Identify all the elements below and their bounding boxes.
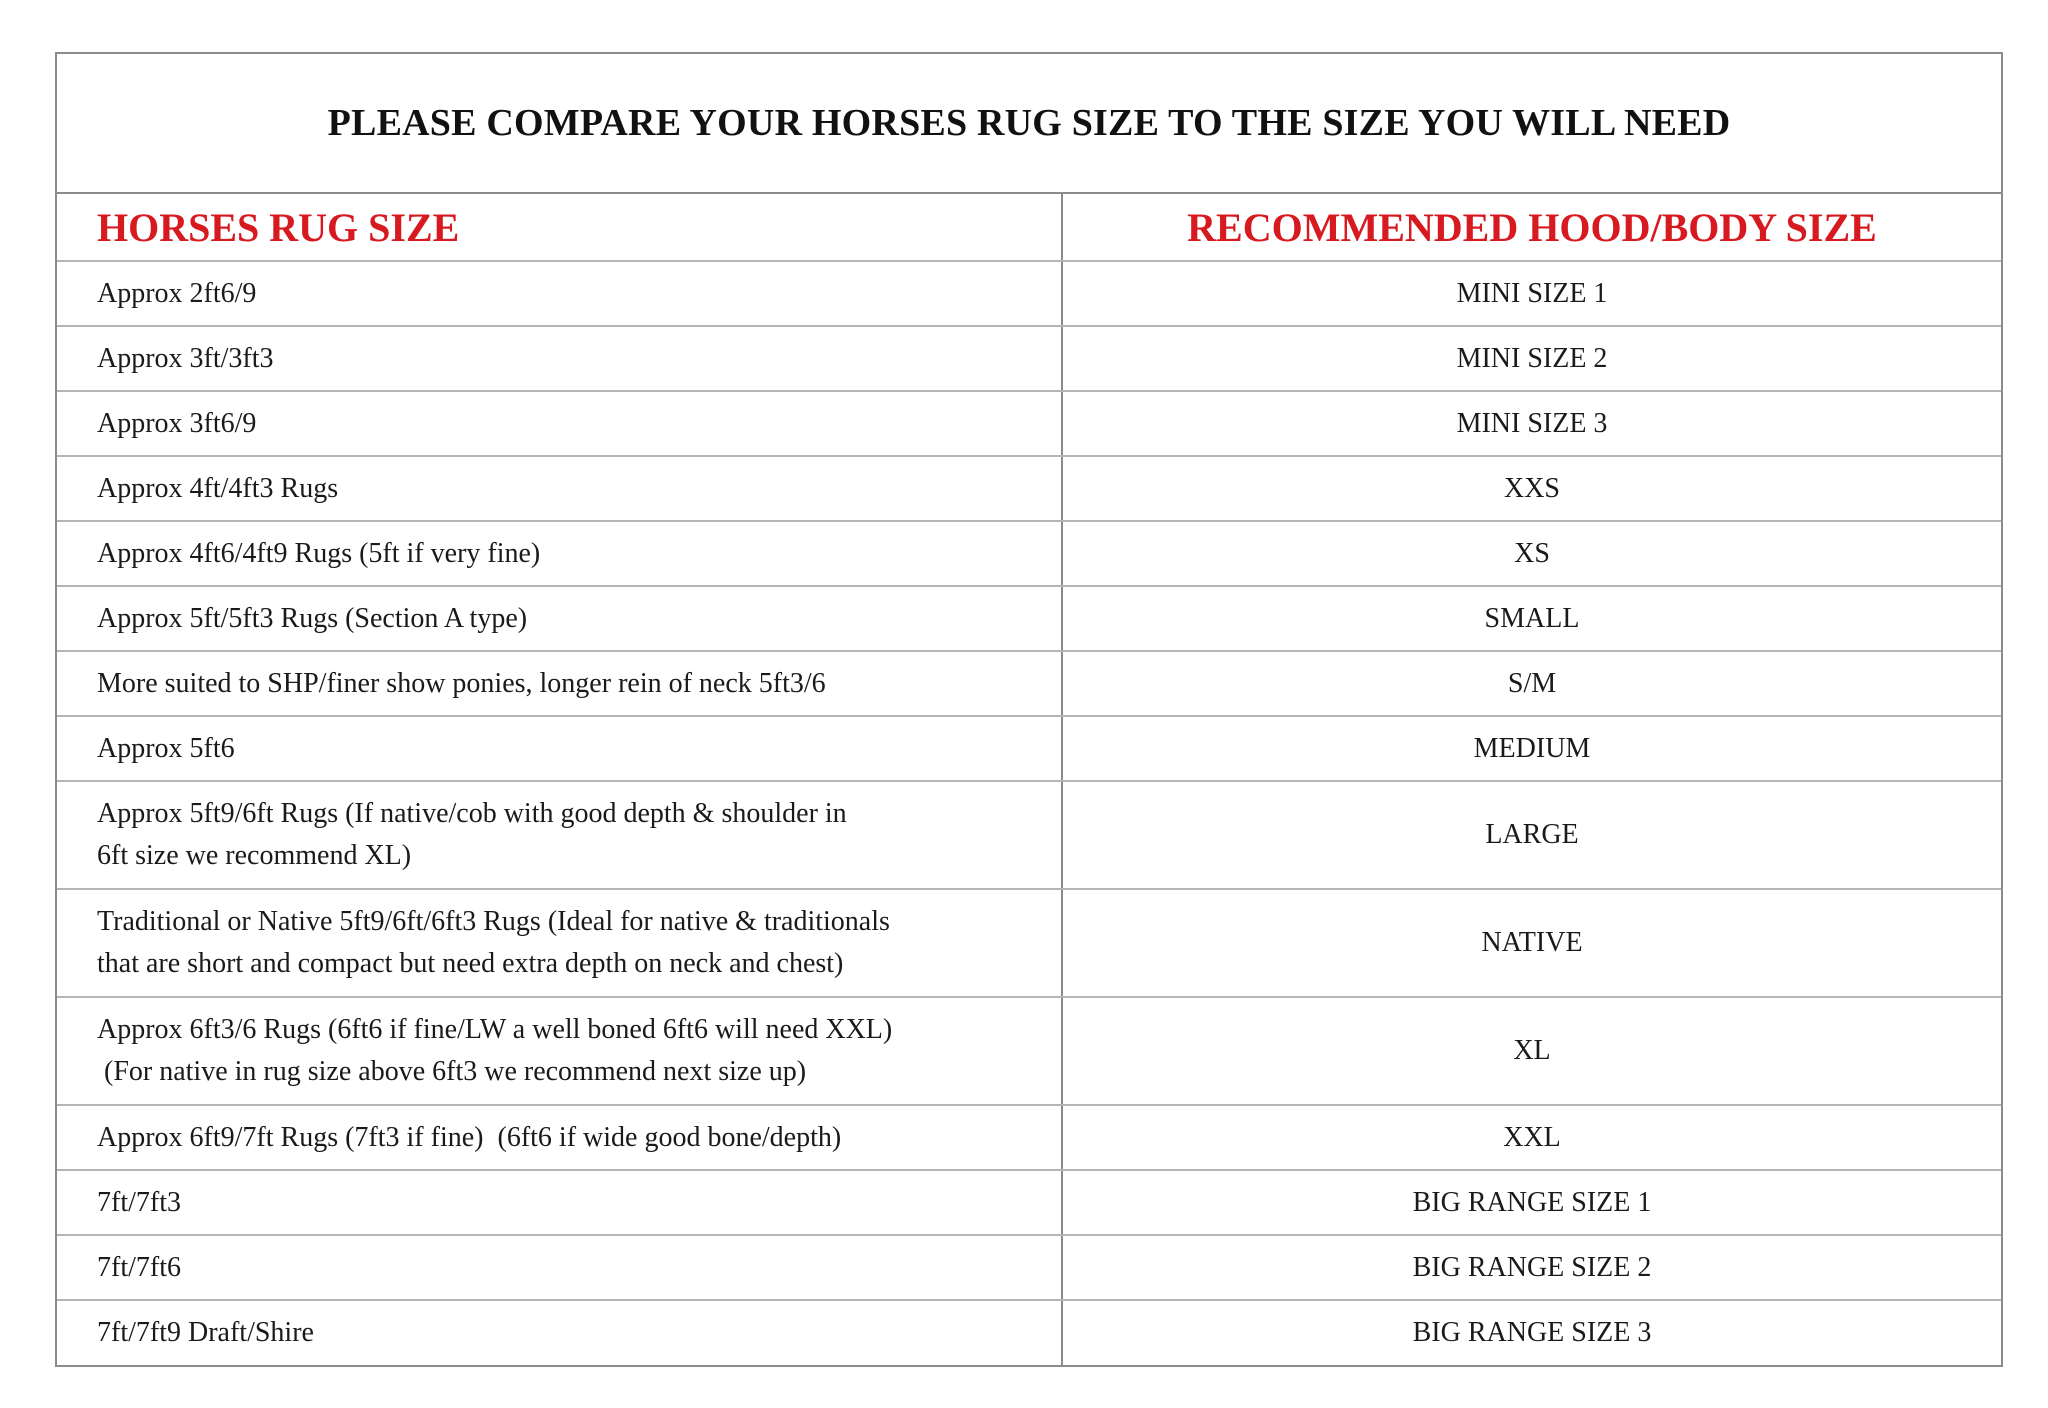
rug-size-line: 6ft size we recommend XL) — [97, 840, 412, 871]
size-table — [57, 194, 2001, 1365]
table-row — [57, 1170, 2001, 1235]
recommended-size-cell: MEDIUM — [1062, 716, 2001, 781]
chart-title: PLEASE COMPARE YOUR HORSES RUG SIZE TO THE SIZE YOU WILL NEED — [327, 102, 1731, 144]
rug-size-line: More suited to SHP/finer show ponies, longer rein of neck 5ft3/6 — [97, 667, 826, 699]
rug-size-cell — [57, 1170, 1062, 1235]
rug-size-cell — [57, 889, 1062, 997]
recommended-size-cell: MINI SIZE 3 — [1062, 391, 2001, 456]
recommended-size-cell: BIG RANGE SIZE 1 — [1062, 1170, 2001, 1235]
rug-size-cell — [57, 1235, 1062, 1300]
size-rows — [57, 261, 2001, 1365]
rug-size-cell — [57, 716, 1062, 781]
rug-size-line: Approx 6ft9/7ft Rugs (7ft3 if fine) (6ft6 if wide good bone/depth) — [97, 1121, 842, 1153]
table-row — [57, 651, 2001, 716]
table-row — [57, 326, 2001, 391]
title-row — [57, 54, 2001, 194]
rug-size-line: Approx 3ft6/9 — [97, 407, 257, 439]
header-rug-size: HORSES RUG SIZE — [57, 194, 1062, 261]
table-row — [57, 521, 2001, 586]
rug-size-line: Approx 5ft9/6ft Rugs (If native/cob with good depth & shoulder in — [97, 798, 847, 829]
rug-size-line: Approx 4ft6/4ft9 Rugs (5ft if very fine) — [97, 537, 541, 569]
table-row — [57, 1105, 2001, 1170]
recommended-size-cell: XXL — [1062, 1105, 2001, 1170]
rug-size-line: Approx 4ft/4ft3 Rugs — [97, 472, 339, 504]
table-row — [57, 261, 2001, 326]
rug-size-line: Approx 5ft/5ft3 Rugs (Section A type) — [97, 602, 528, 634]
rug-size-line: that are short and compact but need extra depth on neck and chest) — [97, 948, 844, 979]
rug-size-cell — [57, 521, 1062, 586]
rug-size-cell — [57, 261, 1062, 326]
rug-size-line: Approx 3ft/3ft3 — [97, 342, 274, 374]
rug-size-cell — [57, 1300, 1062, 1365]
rug-size-cell — [57, 651, 1062, 716]
table-row — [57, 391, 2001, 456]
table-row — [57, 1300, 2001, 1365]
rug-size-line: 7ft/7ft9 Draft/Shire — [97, 1317, 314, 1348]
rug-size-line: Approx 6ft3/6 Rugs (6ft6 if fine/LW a well boned 6ft6 will need XXL) — [97, 1014, 893, 1045]
recommended-size-cell: MINI SIZE 1 — [1062, 261, 2001, 326]
recommended-size-cell: LARGE — [1062, 781, 2001, 889]
rug-size-cell — [57, 1105, 1062, 1170]
recommended-size-cell: XXS — [1062, 456, 2001, 521]
recommended-size-cell: XS — [1062, 521, 2001, 586]
rug-size-line: 7ft/7ft6 — [97, 1251, 181, 1283]
rug-size-line: 7ft/7ft3 — [97, 1186, 181, 1218]
rug-size-cell — [57, 456, 1062, 521]
table-row — [57, 456, 2001, 521]
recommended-size-cell: S/M — [1062, 651, 2001, 716]
size-chart — [55, 52, 2003, 1367]
table-row — [57, 586, 2001, 651]
table-row — [57, 1235, 2001, 1300]
rug-size-line: Approx 2ft6/9 — [97, 277, 257, 309]
rug-size-cell — [57, 391, 1062, 456]
recommended-size-cell: BIG RANGE SIZE 2 — [1062, 1235, 2001, 1300]
recommended-size-cell: NATIVE — [1062, 889, 2001, 997]
recommended-size-cell: BIG RANGE SIZE 3 — [1062, 1300, 2001, 1365]
header-row — [57, 194, 2001, 261]
rug-size-cell — [57, 781, 1062, 889]
rug-size-line: Traditional or Native 5ft9/6ft/6ft3 Rugs (Ideal for native & traditionals — [97, 906, 890, 937]
rug-size-line: Approx 5ft6 — [97, 732, 235, 764]
rug-size-cell — [57, 586, 1062, 651]
rug-size-line: (For native in rug size above 6ft3 we recommend next size up) — [97, 1056, 807, 1087]
recommended-size-cell: MINI SIZE 2 — [1062, 326, 2001, 391]
recommended-size-cell: XL — [1062, 997, 2001, 1105]
table-row — [57, 716, 2001, 781]
rug-size-cell — [57, 326, 1062, 391]
rug-size-cell — [57, 997, 1062, 1105]
table-row — [57, 997, 2001, 1105]
recommended-size-cell: SMALL — [1062, 586, 2001, 651]
table-row — [57, 781, 2001, 889]
table-row — [57, 889, 2001, 997]
header-recommended-size: RECOMMENDED HOOD/BODY SIZE — [1062, 194, 2001, 261]
